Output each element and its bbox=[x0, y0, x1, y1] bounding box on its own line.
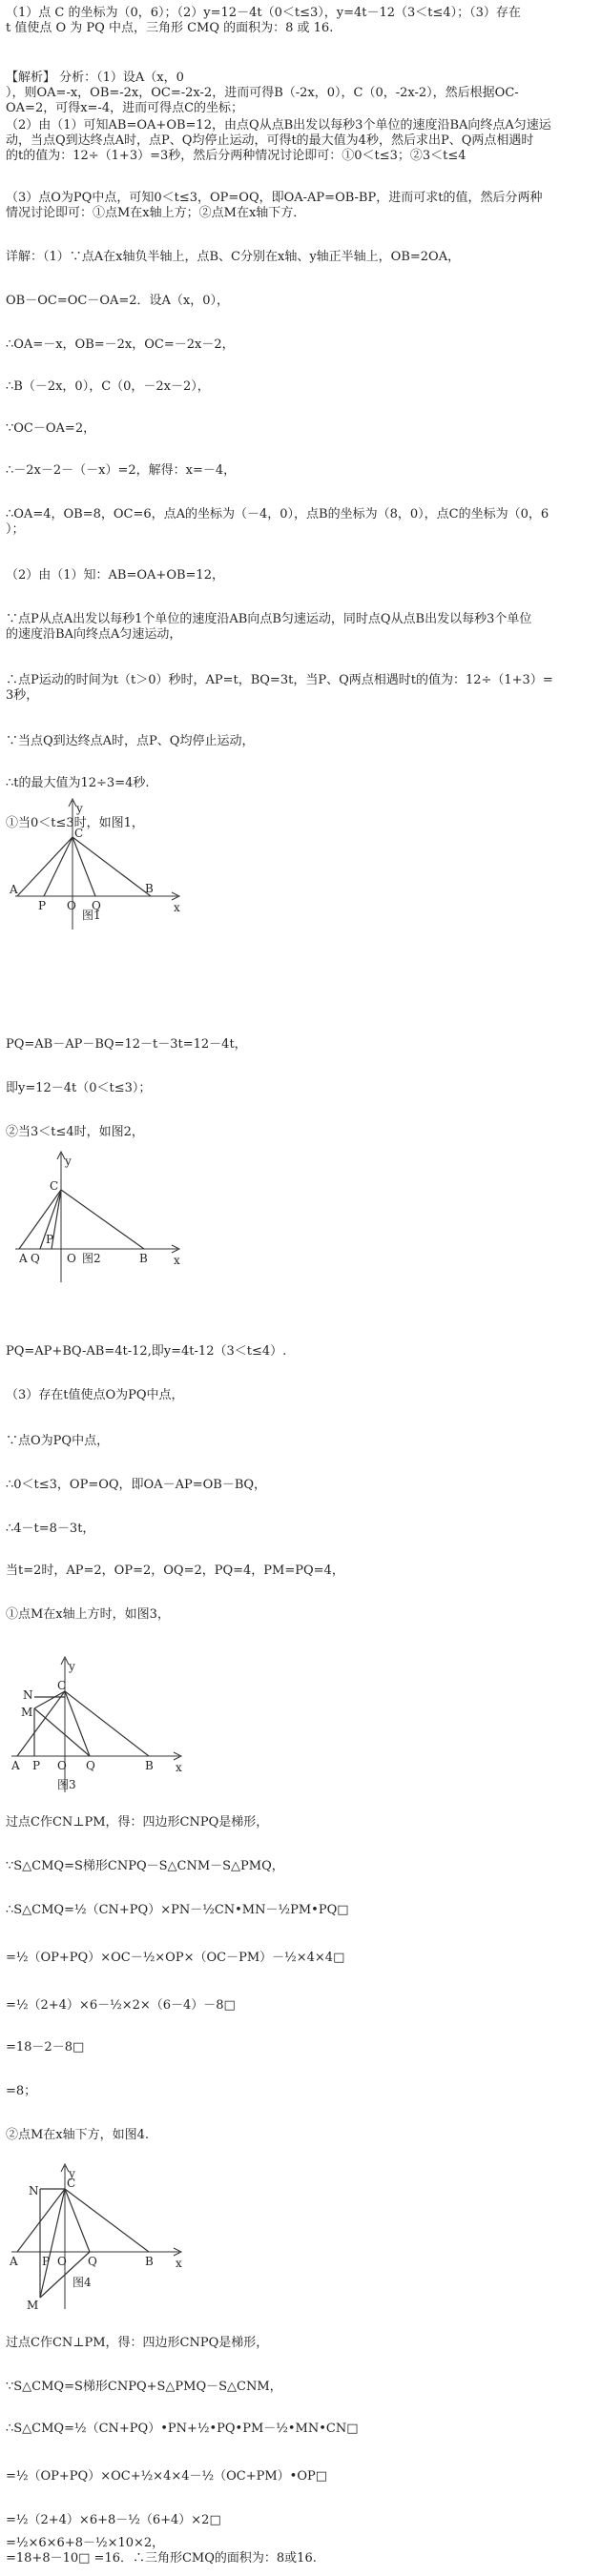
text-line: ），则OA=-x，OB=-2x，OC=-2x-2，进而可得B（-2x，0），C（0，-2x-2），然后根据OC- bbox=[6, 86, 519, 100]
text-line: ②当3＜t≤4时，如图2， bbox=[6, 1125, 144, 1139]
fig2-label-o: O bbox=[67, 1252, 76, 1265]
text-line: 动，当点Q到达终点A时，点P、Q均停止运动，可得t的最大值为4秒，然后求出P、Q两点相遇时 bbox=[6, 133, 534, 148]
fig3-label-o: O bbox=[57, 1759, 67, 1772]
text-line: ∴－2x－2－（－x）=2，解得：x=－4， bbox=[6, 463, 237, 478]
text-line: ∴4－t=8－3t， bbox=[6, 1522, 95, 1536]
fig1-label-x: x bbox=[174, 901, 180, 914]
text-line: OA=2，可得x=-4，进而可得点C的坐标； bbox=[6, 101, 244, 115]
text-line: 情况讨论即可：①点M在x轴上方；②点M在x轴下方． bbox=[6, 206, 306, 220]
text-line: （3）存在t值使点O为PQ中点， bbox=[6, 1388, 184, 1402]
fig3-label-n: N bbox=[23, 1688, 33, 1702]
figure-1 bbox=[6, 791, 187, 934]
fig2-label-a: A bbox=[19, 1252, 28, 1265]
text-line: ∵S△CMQ=S梯形CNPQ+S△PMQ－S△CNM， bbox=[6, 2380, 282, 2394]
fig2-label-x: x bbox=[174, 1254, 180, 1267]
text-line: ①当0＜t≤3时，如图1， bbox=[6, 816, 144, 830]
text-line: 的速度沿BA向终点A匀速运动， bbox=[6, 627, 182, 642]
text-line: ∵点P从点A出发以每秒1个单位的速度沿AB向点B匀速运动，同时点Q从点B出发以每秒3个单位 bbox=[6, 612, 532, 626]
text-line: （2）由（1）知：AB=OA+OB=12， bbox=[6, 568, 224, 583]
figure-3 bbox=[6, 1649, 187, 1802]
text-line: ∴OA=4，OB=8，OC=6，点A的坐标为（－4，0），点B的坐标为（8，0），点C的坐标为（0，6 bbox=[6, 507, 549, 521]
fig4-label-p: P bbox=[42, 2255, 51, 2268]
text-line: ∴点P运动的时间为t（t＞0）秒时，AP=t，BQ=3t，当P、Q两点相遇时t的值为：12÷（1+3）= bbox=[6, 673, 553, 687]
fig3-label-b: B bbox=[145, 1759, 154, 1772]
fig1-label-o: O bbox=[67, 899, 76, 912]
fig3-label-y: y bbox=[69, 1660, 75, 1673]
fig2-label-b: B bbox=[139, 1252, 148, 1265]
text-line: ②点M在x轴下方，如图4. bbox=[6, 2128, 150, 2142]
text-line: （3）点O为PQ中点，可知0＜t≤3，OP=OQ，即OA-AP=OB-BP，进而可求t的值，然后分两种 bbox=[6, 191, 543, 205]
text-line: =18－2－8□ bbox=[6, 2040, 85, 2055]
fig2-label-y: y bbox=[65, 1155, 72, 1168]
fig3-label-m: M bbox=[21, 1706, 33, 1719]
fig4-caption: 图4 bbox=[73, 2276, 92, 2289]
text-line: =½（OP+PQ）×OC－½×OP×（OC－PM）－½×4×4□ bbox=[6, 1951, 345, 1965]
text-line: 当t=2时，AP=2，OP=2，OQ=2，PQ=4，PM=PQ=4， bbox=[6, 1564, 344, 1578]
fig4-label-a: A bbox=[10, 2255, 18, 2268]
text-line: PQ=AB－AP－BQ=12－t－3t=12－4t， bbox=[6, 1037, 247, 1052]
fig4-label-n: N bbox=[29, 2184, 39, 2198]
fig4-label-x: x bbox=[176, 2257, 182, 2270]
fig4-label-o: O bbox=[57, 2255, 67, 2268]
text-line: ∵S△CMQ=S梯形CNPQ－S△CNM－S△PMQ， bbox=[6, 1859, 284, 1873]
text-line: =½（2+4）×6－½×2×（6－4）－8□ bbox=[6, 1998, 236, 2013]
fig1-label-a: A bbox=[10, 883, 18, 896]
figure-2 bbox=[6, 1144, 187, 1287]
text-line: 【解析】 分析：（1）设A（x，0 bbox=[6, 71, 184, 85]
text-line: ∵OC－OA=2， bbox=[6, 421, 96, 436]
fig3-caption: 图3 bbox=[57, 1778, 76, 1791]
fig1-label-q: Q bbox=[92, 899, 101, 912]
fig1-label-y: y bbox=[76, 802, 83, 815]
text-line: t 值使点 O 为 PQ 中点，三角形 CMQ 的面积为：8 或 16. bbox=[6, 21, 334, 35]
fig2-label-q: Q bbox=[31, 1252, 40, 1265]
fig4-label-c: C bbox=[67, 2177, 76, 2190]
text-line: ∴S△CMQ=½（CN+PQ）×PN－½CN•MN－½PM•PQ□ bbox=[6, 1903, 349, 1917]
fig2-caption: 图2 bbox=[82, 1252, 101, 1265]
text-line: ∵当点Q到达终点A时，点P、Q均停止运动， bbox=[6, 734, 255, 748]
fig3-label-q: Q bbox=[86, 1759, 95, 1772]
text-line: =½（OP+PQ）×OC+½×4×4－½（OC+PM）•OP□ bbox=[6, 2469, 328, 2484]
text-line: ∴t的最大值为12÷3=4秒. bbox=[6, 776, 150, 790]
fig3-label-x: x bbox=[176, 1761, 182, 1774]
fig3-label-p: P bbox=[32, 1759, 41, 1772]
text-line: =18+8－10□ =16．∴三角形CMQ的面积为：8或16. bbox=[6, 2551, 317, 2566]
fig1-label-c: C bbox=[74, 827, 84, 840]
fig1-label-b: B bbox=[145, 882, 154, 895]
fig4-label-q: Q bbox=[88, 2255, 97, 2268]
text-line: =8； bbox=[6, 2084, 37, 2098]
text-line: ∵点O为PQ中点， bbox=[6, 1434, 110, 1448]
fig3-label-a: A bbox=[11, 1759, 20, 1772]
text-line: =½（2+4）×6+8－½（6+4）×2□ bbox=[6, 2513, 221, 2527]
text-line: 过点C作CN⊥PM，得：四边形CNPQ是梯形， bbox=[6, 2336, 269, 2350]
figure-4 bbox=[6, 2157, 187, 2319]
fig1-label-p: P bbox=[38, 899, 47, 912]
text-line: 过点C作CN⊥PM，得：四边形CNPQ是梯形， bbox=[6, 1815, 269, 1830]
text-line: ∴OA=－x，OB=－2x，OC=－2x－2， bbox=[6, 337, 235, 352]
fig2-label-p: P bbox=[46, 1233, 54, 1246]
text-line: （1）点 C 的坐标为（0，6）；（2）y=12－4t（0＜t≤3），y=4t－12（3＜t≤4）；（3）存在 bbox=[6, 6, 521, 20]
fig1-caption: 图1 bbox=[82, 909, 101, 922]
text-line: ∴B（－2x，0），C（0，－2x－2）， bbox=[6, 379, 210, 394]
fig4-label-y: y bbox=[69, 2167, 75, 2180]
fig3-label-c: C bbox=[57, 1679, 67, 1692]
text-line: 的t的值为：12÷（1+3）=3秒，然后分两种情况讨论即可：①0＜t≤3；②3＜t≤4 bbox=[6, 149, 466, 163]
text-line: ∴S△CMQ=½（CN+PQ）•PN+½•PQ•PM－½•MN•CN□ bbox=[6, 2422, 359, 2436]
text-line: ）； bbox=[6, 522, 25, 537]
text-line: =½×6×6+8－½×10×2， bbox=[6, 2536, 165, 2550]
text-line: （2）由（1）可知AB=OA+OB=12，由点Q从点B出发以每秒3个单位的速度沿BA向终点A匀速运 bbox=[6, 118, 551, 133]
text-line: ∴0＜t≤3，OP=OQ，即OA－AP=OB－BQ， bbox=[6, 1478, 267, 1492]
text-line: 即y=12－4t（0＜t≤3）； bbox=[6, 1081, 152, 1095]
fig4-label-m: M bbox=[27, 2299, 39, 2312]
fig4-label-b: B bbox=[145, 2255, 154, 2268]
text-line: ①点M在x轴上方时，如图3， bbox=[6, 1607, 170, 1622]
text-line: 详解：（1）∵点A在x轴负半轴上，点B、C分别在x轴、y轴正半轴上，OB=2OA， bbox=[6, 250, 461, 264]
text-line: PQ=AP+BQ-AB=4t-12,即y=4t-12（3＜t≤4）. bbox=[6, 1344, 287, 1359]
text-line: OB－OC=OC－OA=2．设A（x，0）， bbox=[6, 294, 230, 308]
text-line: 3秒， bbox=[6, 688, 39, 703]
fig2-label-c: C bbox=[50, 1179, 59, 1193]
